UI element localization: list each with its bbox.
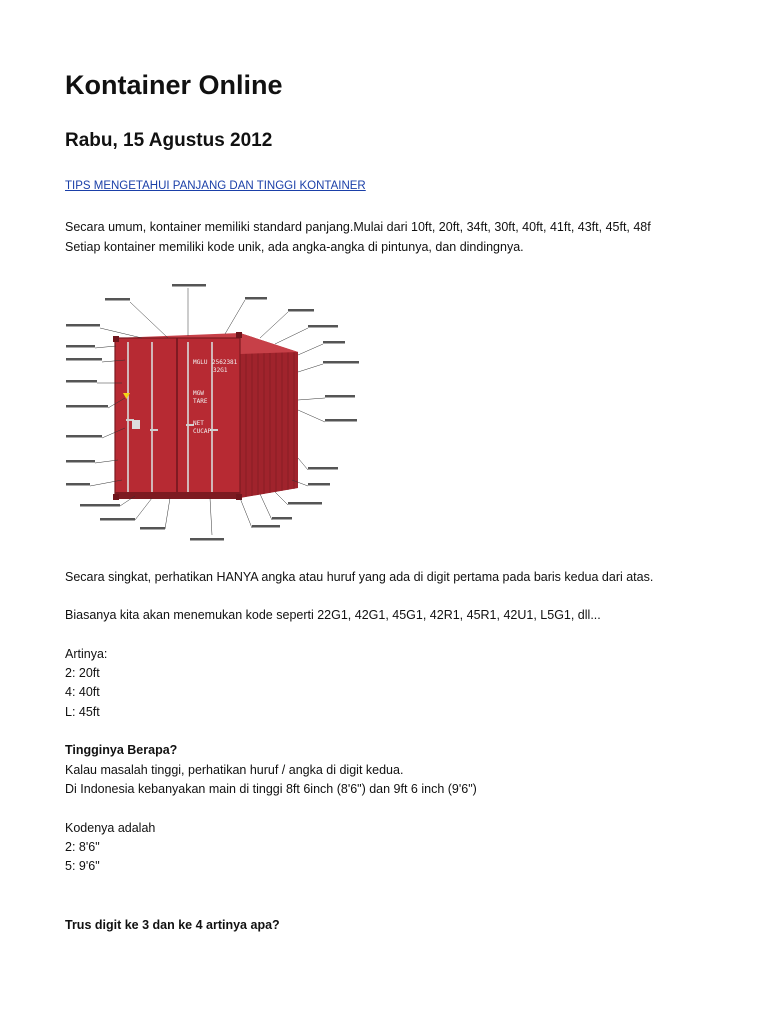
code-heading: Kodenya adalah: [65, 821, 156, 835]
height-text-line-2: Di Indonesia kebanyakan main di tinggi 8ft 6inch (8'6") dan 9ft 6 inch (9'6"): [65, 782, 477, 796]
question-heading: Trus digit ke 3 dan ke 4 artinya apa?: [65, 918, 280, 932]
meaning-item: 2: 20ft: [65, 666, 100, 680]
meaning-item: 4: 40ft: [65, 685, 100, 699]
container-diagram-image: [60, 280, 372, 550]
meaning-item: L: 45ft: [65, 705, 100, 719]
svg-text:MGW: MGW: [193, 390, 204, 397]
svg-text:CUCAP: CUCAP: [193, 428, 212, 435]
svg-text:NET: NET: [193, 420, 204, 427]
examples-paragraph: Biasanya kita akan menemukan kode seperti 22G1, 42G1, 45G1, 42R1, 45R1, 42U1, L5G1, dll...: [65, 608, 601, 622]
summary-paragraph: Secara singkat, perhatikan HANYA angka atau huruf yang ada di digit pertama pada baris kedua dari atas.: [65, 570, 654, 584]
meaning-heading: Artinya:: [65, 647, 108, 661]
intro-paragraph-line-1: Secara umum, kontainer memiliki standard panjang.Mulai dari 10ft, 20ft, 34ft, 30ft, 40ft, 41ft, 43ft, 45ft, 48f: [65, 220, 651, 234]
svg-text:2562381: 2562381: [212, 359, 238, 366]
post-title-link[interactable]: TIPS MENGETAHUI PANJANG DAN TINGGI KONTAINER: [65, 180, 366, 192]
height-heading: Tingginya Berapa?: [65, 743, 178, 757]
corner-casting: [113, 336, 119, 342]
intro-paragraph-line-2: Setiap kontainer memiliki kode unik, ada angka-angka di pintunya, dan dindingnya.: [65, 240, 524, 254]
corner-casting: [236, 494, 242, 500]
corner-casting: [113, 494, 119, 500]
height-text-line-1: Kalau masalah tinggi, perhatikan huruf / angka di digit kedua.: [65, 763, 404, 777]
svg-text:TARE: TARE: [193, 398, 208, 405]
corner-casting: [236, 332, 242, 338]
code-item: 5: 9'6": [65, 859, 100, 873]
blog-title: Kontainer Online: [65, 70, 283, 100]
csc-plate: [132, 420, 140, 429]
container-side-face: [240, 333, 298, 498]
svg-text:MGLU: MGLU: [193, 359, 208, 366]
svg-text:32G1: 32G1: [213, 367, 228, 374]
code-item: 2: 8'6": [65, 840, 100, 854]
post-date: Rabu, 15 Agustus 2012: [65, 130, 273, 151]
